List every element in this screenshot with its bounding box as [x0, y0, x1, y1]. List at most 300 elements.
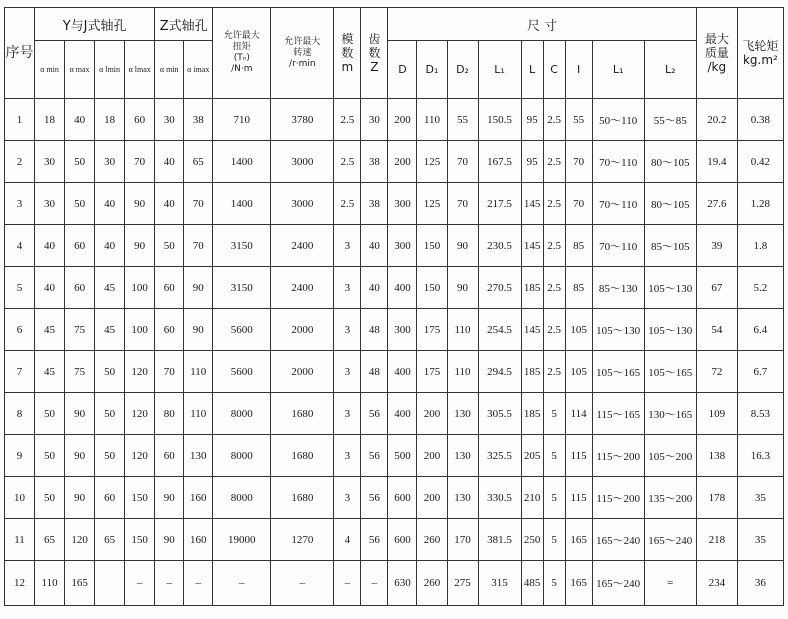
table-cell: 50: [95, 435, 125, 477]
table-cell: 2.5: [334, 141, 361, 183]
table-cell: 5: [543, 435, 565, 477]
table-cell: 70: [155, 351, 184, 393]
table-cell: 305.5: [478, 393, 521, 435]
table-cell: 165: [65, 561, 95, 606]
table-body: [5, 99, 784, 606]
table-cell: 60: [125, 99, 155, 141]
table-cell: 105～130: [644, 267, 696, 309]
table-cell: 200: [417, 477, 447, 519]
modulus-header: 模 数 m: [334, 8, 361, 99]
table-cell: 4: [5, 225, 35, 267]
table-cell: 400: [388, 351, 417, 393]
table-cell: 100: [125, 267, 155, 309]
table-row: [5, 435, 784, 477]
table-cell: 39: [696, 225, 737, 267]
table-cell: 200: [417, 393, 447, 435]
sub-yj-amin: α min: [35, 41, 65, 99]
table-cell: 70: [184, 183, 213, 225]
table-cell: 150: [125, 477, 155, 519]
table-cell: 500: [388, 435, 417, 477]
table-cell: 294.5: [478, 351, 521, 393]
table-cell: 110: [184, 351, 213, 393]
table-cell: 254.5: [478, 309, 521, 351]
table-cell: 90: [65, 393, 95, 435]
table-cell: 8: [5, 393, 35, 435]
table-cell: 30: [35, 183, 65, 225]
sub-dim-L1: L₁: [478, 41, 521, 99]
table-cell: 2.5: [543, 183, 565, 225]
sub-yj-almin: α lmin: [95, 41, 125, 99]
table-cell: 60: [155, 435, 184, 477]
col-index-header: 序号: [5, 8, 35, 99]
table-cell: 60: [155, 309, 184, 351]
table-cell: –: [213, 561, 271, 606]
table-cell: 105～165: [592, 351, 644, 393]
table-cell: 40: [361, 267, 388, 309]
table-cell: 75: [65, 351, 95, 393]
table-cell: 5600: [213, 351, 271, 393]
table-cell: 27.6: [696, 183, 737, 225]
table-cell: 205: [521, 435, 543, 477]
table-cell: 12: [5, 561, 35, 606]
table-cell: 70～110: [592, 225, 644, 267]
table-cell: 4: [334, 519, 361, 561]
table-cell: 10: [5, 477, 35, 519]
table-cell: 330.5: [478, 477, 521, 519]
table-cell: 185: [521, 393, 543, 435]
table-row: [5, 309, 784, 351]
table-cell: 600: [388, 477, 417, 519]
table-cell: 2.5: [543, 99, 565, 141]
table-cell: 1680: [271, 435, 334, 477]
sub-dim-D2: D₂: [447, 41, 478, 99]
table-cell: 60: [155, 267, 184, 309]
table-cell: –: [361, 561, 388, 606]
table-cell: 40: [65, 99, 95, 141]
table-cell: 70: [184, 225, 213, 267]
table-cell: 8000: [213, 477, 271, 519]
sub-yj-almax: α lmax: [125, 41, 155, 99]
table-cell: 38: [184, 99, 213, 141]
table-cell: 150: [125, 519, 155, 561]
table-cell: 160: [184, 477, 213, 519]
table-cell: 110: [35, 561, 65, 606]
table-cell: 3: [334, 393, 361, 435]
table-cell: 1: [5, 99, 35, 141]
table-cell: 270.5: [478, 267, 521, 309]
table-cell: 56: [361, 393, 388, 435]
table-cell: 2000: [271, 309, 334, 351]
sub-yj-amax: α max: [65, 41, 95, 99]
table-cell: 125: [417, 183, 447, 225]
table-cell: 70: [447, 141, 478, 183]
table-cell: 85～130: [592, 267, 644, 309]
table-cell: 18: [35, 99, 65, 141]
table-cell: 200: [388, 99, 417, 141]
table-cell: 85: [565, 225, 592, 267]
table-cell: 125: [417, 141, 447, 183]
table-cell: 7: [5, 351, 35, 393]
table-cell: 90: [125, 183, 155, 225]
table-cell: 105～200: [644, 435, 696, 477]
table-cell: 135～200: [644, 477, 696, 519]
table-cell: 105: [565, 351, 592, 393]
table-cell: 400: [388, 393, 417, 435]
table-cell: 50: [65, 141, 95, 183]
z-shaft-header: Z式轴孔: [155, 8, 213, 41]
table-cell: 115: [565, 435, 592, 477]
table-cell: =: [644, 561, 696, 606]
table-row: [5, 141, 784, 183]
table-cell: 6.4: [737, 309, 783, 351]
table-cell: 130: [447, 477, 478, 519]
table-cell: 165: [565, 519, 592, 561]
table-cell: 30: [155, 99, 184, 141]
yj-shaft-header: Y与J式轴孔: [35, 8, 155, 41]
table-cell: 210: [521, 477, 543, 519]
table-cell: 85: [565, 267, 592, 309]
table-cell: 0.38: [737, 99, 783, 141]
table-cell: 40: [35, 225, 65, 267]
table-cell: 325.5: [478, 435, 521, 477]
table-cell: 110: [447, 351, 478, 393]
table-cell: 110: [417, 99, 447, 141]
table-cell: 56: [361, 477, 388, 519]
table-cell: 1680: [271, 477, 334, 519]
table-cell: 8000: [213, 393, 271, 435]
table-cell: 2.5: [334, 183, 361, 225]
table-cell: 55～85: [644, 99, 696, 141]
table-cell: 1400: [213, 141, 271, 183]
table-cell: 40: [95, 183, 125, 225]
table-cell: 100: [125, 309, 155, 351]
sub-dim-L1b: L₁: [592, 41, 644, 99]
table-cell: 67: [696, 267, 737, 309]
table-cell: 200: [388, 141, 417, 183]
table-cell: 38: [361, 141, 388, 183]
sub-z-amin: α min: [155, 41, 184, 99]
table-cell: 80～105: [644, 141, 696, 183]
table-cell: 2000: [271, 351, 334, 393]
table-cell: 50～110: [592, 99, 644, 141]
table-cell: 5: [543, 519, 565, 561]
table-cell: 3: [5, 183, 35, 225]
table-cell: 381.5: [478, 519, 521, 561]
table-cell: 710: [213, 99, 271, 141]
table-cell: 11: [5, 519, 35, 561]
table-cell: 80: [155, 393, 184, 435]
table-cell: 70～110: [592, 183, 644, 225]
table-cell: –: [184, 561, 213, 606]
table-cell: 40: [35, 267, 65, 309]
table-cell: 130～165: [644, 393, 696, 435]
table-cell: 165～240: [592, 519, 644, 561]
table-cell: 60: [95, 477, 125, 519]
table-cell: 60: [65, 267, 95, 309]
table-cell: 75: [65, 309, 95, 351]
table-row: [5, 225, 784, 267]
table-row: [5, 519, 784, 561]
table-cell: 35: [737, 477, 783, 519]
table-cell: 145: [521, 183, 543, 225]
table-cell: 90: [184, 267, 213, 309]
table-cell: 150.5: [478, 99, 521, 141]
table-cell: 160: [184, 519, 213, 561]
table-cell: –: [125, 561, 155, 606]
table-cell: 275: [447, 561, 478, 606]
dimensions-header: 尺 寸: [388, 8, 696, 41]
table-cell: 2.5: [543, 351, 565, 393]
table-cell: 55: [447, 99, 478, 141]
table-cell: 175: [417, 351, 447, 393]
torque-header: 允许最大 扭矩 (Tₙ) /N·m: [213, 8, 271, 99]
table-cell: 90: [184, 309, 213, 351]
table-cell: 8.53: [737, 393, 783, 435]
table-cell: 2.5: [543, 309, 565, 351]
table-cell: 300: [388, 183, 417, 225]
table-cell: [95, 561, 125, 606]
table-row: [5, 267, 784, 309]
table-cell: 138: [696, 435, 737, 477]
table-cell: 3: [334, 309, 361, 351]
table-cell: 19000: [213, 519, 271, 561]
table-cell: 105: [565, 309, 592, 351]
table-header: [5, 8, 784, 99]
table-cell: 70: [565, 141, 592, 183]
table-cell: 2: [5, 141, 35, 183]
table-cell: 105～165: [644, 351, 696, 393]
table-cell: 2.5: [334, 99, 361, 141]
table-cell: 45: [35, 309, 65, 351]
table-cell: 120: [125, 393, 155, 435]
table-cell: 145: [521, 225, 543, 267]
table-cell: 16.3: [737, 435, 783, 477]
table-row: [5, 99, 784, 141]
mass-header: 最大 质量 /kg: [696, 8, 737, 99]
table-cell: 45: [95, 309, 125, 351]
table-cell: 90: [65, 435, 95, 477]
table-cell: 3: [334, 351, 361, 393]
table-cell: 60: [65, 225, 95, 267]
table-cell: 230.5: [478, 225, 521, 267]
table-cell: 145: [521, 309, 543, 351]
table-row: [5, 477, 784, 519]
table-cell: 115: [565, 477, 592, 519]
table-cell: 6.7: [737, 351, 783, 393]
table-cell: 300: [388, 309, 417, 351]
table-cell: 3000: [271, 183, 334, 225]
table-cell: 50: [155, 225, 184, 267]
table-cell: 70: [565, 183, 592, 225]
table-cell: 72: [696, 351, 737, 393]
table-cell: 8000: [213, 435, 271, 477]
table-cell: 200: [417, 435, 447, 477]
spec-table-container: [4, 7, 784, 613]
table-cell: 218: [696, 519, 737, 561]
table-cell: 485: [521, 561, 543, 606]
table-cell: –: [271, 561, 334, 606]
table-cell: 50: [95, 393, 125, 435]
table-cell: 90: [155, 519, 184, 561]
table-cell: 165～240: [592, 561, 644, 606]
table-cell: 3150: [213, 267, 271, 309]
table-cell: 2.5: [543, 141, 565, 183]
table-cell: 70: [125, 141, 155, 183]
table-cell: 90: [447, 267, 478, 309]
table-cell: 185: [521, 267, 543, 309]
table-cell: 90: [155, 477, 184, 519]
inertia-header: 飞轮矩 kg.m²: [737, 8, 783, 99]
table-cell: 167.5: [478, 141, 521, 183]
table-cell: 165: [565, 561, 592, 606]
table-cell: 56: [361, 435, 388, 477]
sub-z-aimax: α imax: [184, 41, 213, 99]
table-cell: 38: [361, 183, 388, 225]
table-cell: 70～110: [592, 141, 644, 183]
table-cell: 3: [334, 435, 361, 477]
table-cell: 114: [565, 393, 592, 435]
table-cell: 1270: [271, 519, 334, 561]
table-cell: 175: [417, 309, 447, 351]
table-cell: 50: [95, 351, 125, 393]
table-cell: 40: [361, 225, 388, 267]
table-cell: 20.2: [696, 99, 737, 141]
table-cell: 105～130: [592, 309, 644, 351]
table-cell: –: [155, 561, 184, 606]
table-row: [5, 183, 784, 225]
table-cell: 40: [155, 141, 184, 183]
table-cell: 95: [521, 99, 543, 141]
table-cell: 90: [125, 225, 155, 267]
table-row: [5, 393, 784, 435]
table-cell: 234: [696, 561, 737, 606]
table-row: [5, 351, 784, 393]
table-cell: 90: [447, 225, 478, 267]
table-cell: 170: [447, 519, 478, 561]
table-cell: 3: [334, 225, 361, 267]
table-cell: 30: [95, 141, 125, 183]
table-cell: 70: [447, 183, 478, 225]
table-cell: 400: [388, 267, 417, 309]
table-cell: 9: [5, 435, 35, 477]
table-cell: 120: [125, 351, 155, 393]
table-cell: 50: [35, 477, 65, 519]
table-cell: 115～200: [592, 477, 644, 519]
table-cell: 35: [737, 519, 783, 561]
table-cell: 115～200: [592, 435, 644, 477]
table-cell: 130: [447, 393, 478, 435]
teeth-header: 齿 数 Z: [361, 8, 388, 99]
table-cell: 3: [334, 477, 361, 519]
table-cell: 130: [184, 435, 213, 477]
table-cell: 5: [543, 477, 565, 519]
table-cell: 3150: [213, 225, 271, 267]
table-cell: 40: [95, 225, 125, 267]
table-cell: 105～130: [644, 309, 696, 351]
table-cell: 85～105: [644, 225, 696, 267]
table-cell: 55: [565, 99, 592, 141]
table-cell: 1.28: [737, 183, 783, 225]
table-cell: 110: [447, 309, 478, 351]
table-cell: 18: [95, 99, 125, 141]
table-cell: 65: [35, 519, 65, 561]
table-cell: 48: [361, 309, 388, 351]
table-cell: 1680: [271, 393, 334, 435]
table-cell: 260: [417, 519, 447, 561]
table-cell: 130: [447, 435, 478, 477]
table-cell: 109: [696, 393, 737, 435]
spec-table: [4, 7, 784, 606]
table-cell: 50: [35, 435, 65, 477]
table-cell: 120: [65, 519, 95, 561]
table-cell: 115～165: [592, 393, 644, 435]
table-row: [5, 561, 784, 606]
table-cell: 185: [521, 351, 543, 393]
table-cell: 260: [417, 561, 447, 606]
table-cell: 217.5: [478, 183, 521, 225]
sub-dim-C: C: [543, 41, 565, 99]
table-cell: 48: [361, 351, 388, 393]
table-cell: 45: [95, 267, 125, 309]
table-cell: 36: [737, 561, 783, 606]
table-cell: 3: [334, 267, 361, 309]
table-cell: 19.4: [696, 141, 737, 183]
table-cell: 54: [696, 309, 737, 351]
table-cell: 65: [184, 141, 213, 183]
table-cell: 120: [125, 435, 155, 477]
table-cell: 1400: [213, 183, 271, 225]
table-cell: 30: [361, 99, 388, 141]
table-cell: 45: [35, 351, 65, 393]
speed-header: 允许最大 转速 /r·min: [271, 8, 334, 99]
table-cell: 56: [361, 519, 388, 561]
table-cell: 5.2: [737, 267, 783, 309]
table-cell: 300: [388, 225, 417, 267]
table-cell: 2400: [271, 225, 334, 267]
table-cell: 40: [155, 183, 184, 225]
table-cell: 0.42: [737, 141, 783, 183]
table-cell: 2400: [271, 267, 334, 309]
table-cell: 3000: [271, 141, 334, 183]
table-cell: 65: [95, 519, 125, 561]
table-cell: 5: [543, 561, 565, 606]
table-cell: 90: [65, 477, 95, 519]
table-cell: 600: [388, 519, 417, 561]
table-cell: 2.5: [543, 225, 565, 267]
table-cell: 110: [184, 393, 213, 435]
table-cell: 6: [5, 309, 35, 351]
table-cell: 95: [521, 141, 543, 183]
table-cell: 50: [35, 393, 65, 435]
sub-dim-L: L: [521, 41, 543, 99]
table-cell: –: [334, 561, 361, 606]
table-cell: 2.5: [543, 267, 565, 309]
table-cell: 1.8: [737, 225, 783, 267]
table-cell: 315: [478, 561, 521, 606]
sub-dim-L2: L₂: [644, 41, 696, 99]
sub-dim-D: D: [388, 41, 417, 99]
table-cell: 630: [388, 561, 417, 606]
table-cell: 5600: [213, 309, 271, 351]
table-cell: 5: [543, 393, 565, 435]
table-cell: 250: [521, 519, 543, 561]
table-cell: 150: [417, 267, 447, 309]
table-cell: 3780: [271, 99, 334, 141]
table-cell: 165～240: [644, 519, 696, 561]
table-cell: 5: [5, 267, 35, 309]
table-cell: 30: [35, 141, 65, 183]
table-cell: 150: [417, 225, 447, 267]
